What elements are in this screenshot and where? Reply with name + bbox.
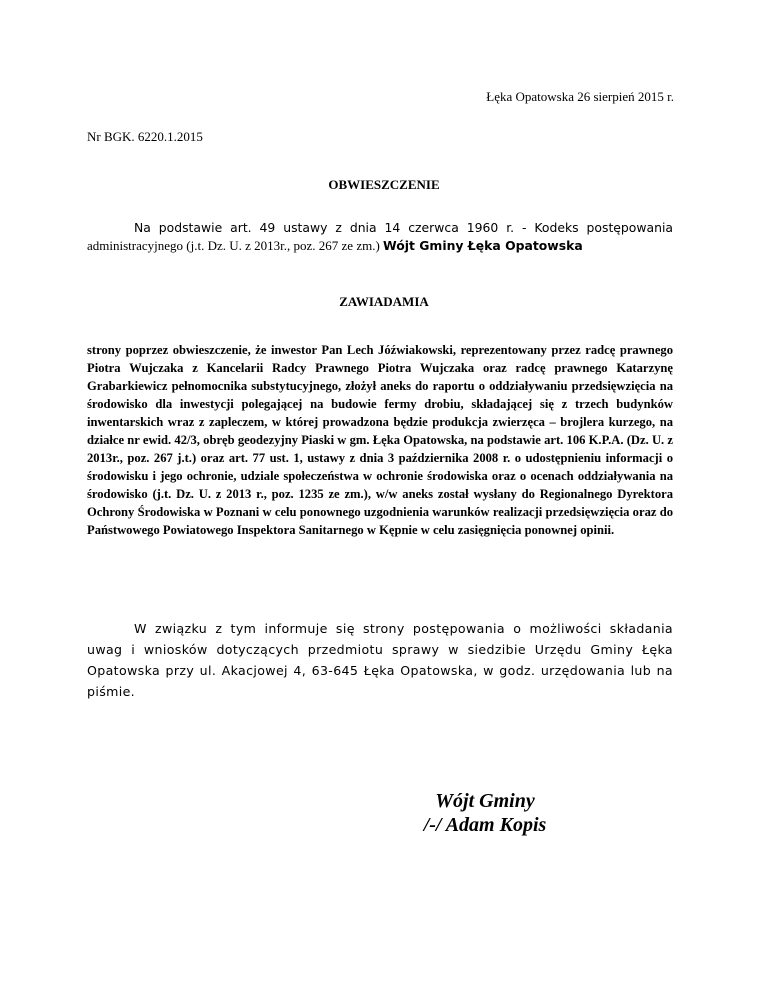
document-title: OBWIESZCZENIE — [328, 177, 440, 192]
issuing-authority: Wójt Gminy Łęka Opatowska — [383, 238, 583, 253]
document-subtitle: ZAWIADAMIA — [339, 294, 429, 309]
announcement-paragraph: strony poprzez obwieszczenie, że inwestor Pan Lech Jóźwiakowski, reprezentowany przez radcę prawnego Piotra Wujczaka z Kancelarii Radcy Prawnego Piotra Wujczaka oraz radcę prawnego Katarzynę Grabarkiewicz pełnomocnika substytucyjnego, złożył aneks do raportu o oddziaływaniu przedsięwzięcia na środowisko dla inwestycji polegającej na budowie fermy drobiu, składającej się z trzech budynków inwentarskich wraz z zapleczem, w której prowadzona będzie produkcja zwierzęca – brojlera kurzego, na działce nr ewid. 42/3, obręb geodezyjny Piaski w gm. Łęka Opatowska, na podstawie art. 106 K.P.A. (Dz. U. z 2013r., poz. 267 j.t.) oraz art. 77 ust. 1, ustawy z dnia 3 października 2008 r. o udostępnieniu informacji o środowisku i jego ochronie, udziale społeczeństwa w ochronie środowiska oraz o ocenach oddziaływania na środowisko (j.t. Dz. U. z 2013 r., poz. 1235 ze zm.), w/w aneks został wysłany do Regionalnego Dyrektora Ochrony Środowiska w Poznani w celu ponownego uzgodnienia warunków realizacji przedsięwzięcia oraz do Państwowego Powiatowego Inspektora Sanitarnego w Kępnie w celu zasięgnięcia ponownej opinii. — [87, 343, 673, 537]
signature-name: /-/ Adam Kopis — [423, 814, 547, 836]
information-paragraph: W związku z tym informuje się strony postępowania o możliwości składania uwag i wniosków dotyczących przedmiotu sprawy w siedzibie Urzędu Gminy Łęka Opatowska przy ul. Akacjowej 4, 63-645 Łęka Opatowska, w godz. urzędowania lub na piśmie. — [87, 621, 673, 699]
signature-title: Wójt Gminy — [435, 790, 535, 812]
intro-lead: Na podstawie art. 49 ustawy z dnia 14 czerwca 1960 r. - Kodeks postępowania — [134, 220, 673, 235]
place-and-date: Łęka Opatowska 26 sierpień 2015 r. — [486, 89, 674, 104]
intro-paragraph — [87, 219, 673, 255]
intro-legal-basis: administracyjnego (j.t. Dz. U. z 2013r., poz. 267 ze zm.) — [87, 238, 380, 253]
signature-block — [400, 789, 570, 837]
reference-number: Nr BGK. 6220.1.2015 — [87, 129, 203, 144]
